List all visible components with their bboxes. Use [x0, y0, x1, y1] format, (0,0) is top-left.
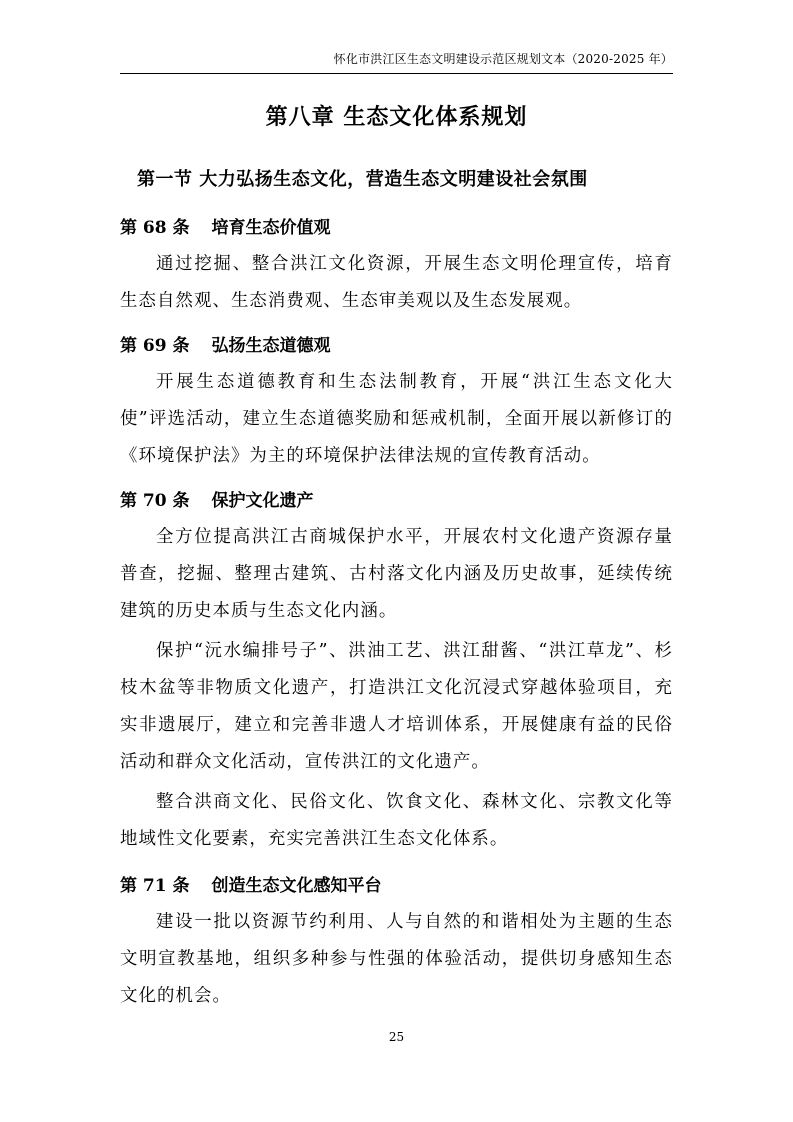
chapter-title: 第八章 生态文化体系规划: [265, 105, 528, 130]
page-number: 25: [388, 1030, 405, 1044]
article-69-heading: [120, 331, 331, 356]
article-70-paragraph-3: 整合洪商文化、民俗文化、饮食文化、森林文化、宗教文化等地域性文化要素，充实完善洪江生态文化体系。: [120, 792, 673, 849]
article-70-paragraph-2: 保护“沅水编排号子”、洪油工艺、洪江甜酱、“洪江草龙”、杉枝木盆等非物质文化遗产，打造洪江文化沉浸式穿越体验项目，充实非遗展厅，建立和完善非遗人才培训体系，开展健康有益的民俗活动和群众文化活动，宣传洪江的文化遗产。: [120, 641, 673, 772]
article-68-paragraph-1: 通过挖掘、整合洪江文化资源，开展生态文明伦理宣传，培育生态自然观、生态消费观、生态审美观以及生态发展观。: [120, 254, 673, 311]
article-number: 第 71 条: [120, 876, 190, 896]
running-header: 怀化市洪江区生态文明建设示范区规划文本（2020-2025 年）: [333, 52, 673, 66]
article-number: 第 68 条: [120, 218, 190, 238]
article-title: 弘扬生态道德观: [211, 336, 331, 356]
article-68-heading: [120, 213, 331, 238]
article-number: 第 69 条: [120, 336, 190, 356]
article-71-heading: [120, 871, 382, 896]
header-divider: [120, 73, 673, 74]
article-69-paragraph-1: 开展生态道德教育和生态法制教育，开展“洪江生态文化大使”评选活动，建立生态道德奖励和惩戒机制，全面开展以新修订的《环境保护法》为主的环境保护法律法规的宣传教育活动。: [120, 372, 673, 466]
section-title: 第一节 大力弘扬生态文化，营造生态文明建设社会氛围: [137, 169, 588, 190]
article-title: 培育生态价值观: [211, 218, 331, 238]
article-70-heading: [120, 486, 314, 511]
article-number: 第 70 条: [120, 491, 190, 511]
article-title: 创造生态文化感知平台: [211, 876, 382, 896]
article-title: 保护文化遗产: [211, 491, 314, 511]
article-71-paragraph-1: 建设一批以资源节约利用、人与自然的和谐相处为主题的生态文明宣教基地，组织多种参与性强的体验活动，提供切身感知生态文化的机会。: [120, 912, 673, 1006]
article-70-paragraph-1: 全方位提高洪江古商城保护水平，开展农村文化遗产资源存量普查，挖掘、整理古建筑、古村落文化内涵及历史故事，延续传统建筑的历史本质与生态文化内涵。: [120, 527, 673, 621]
